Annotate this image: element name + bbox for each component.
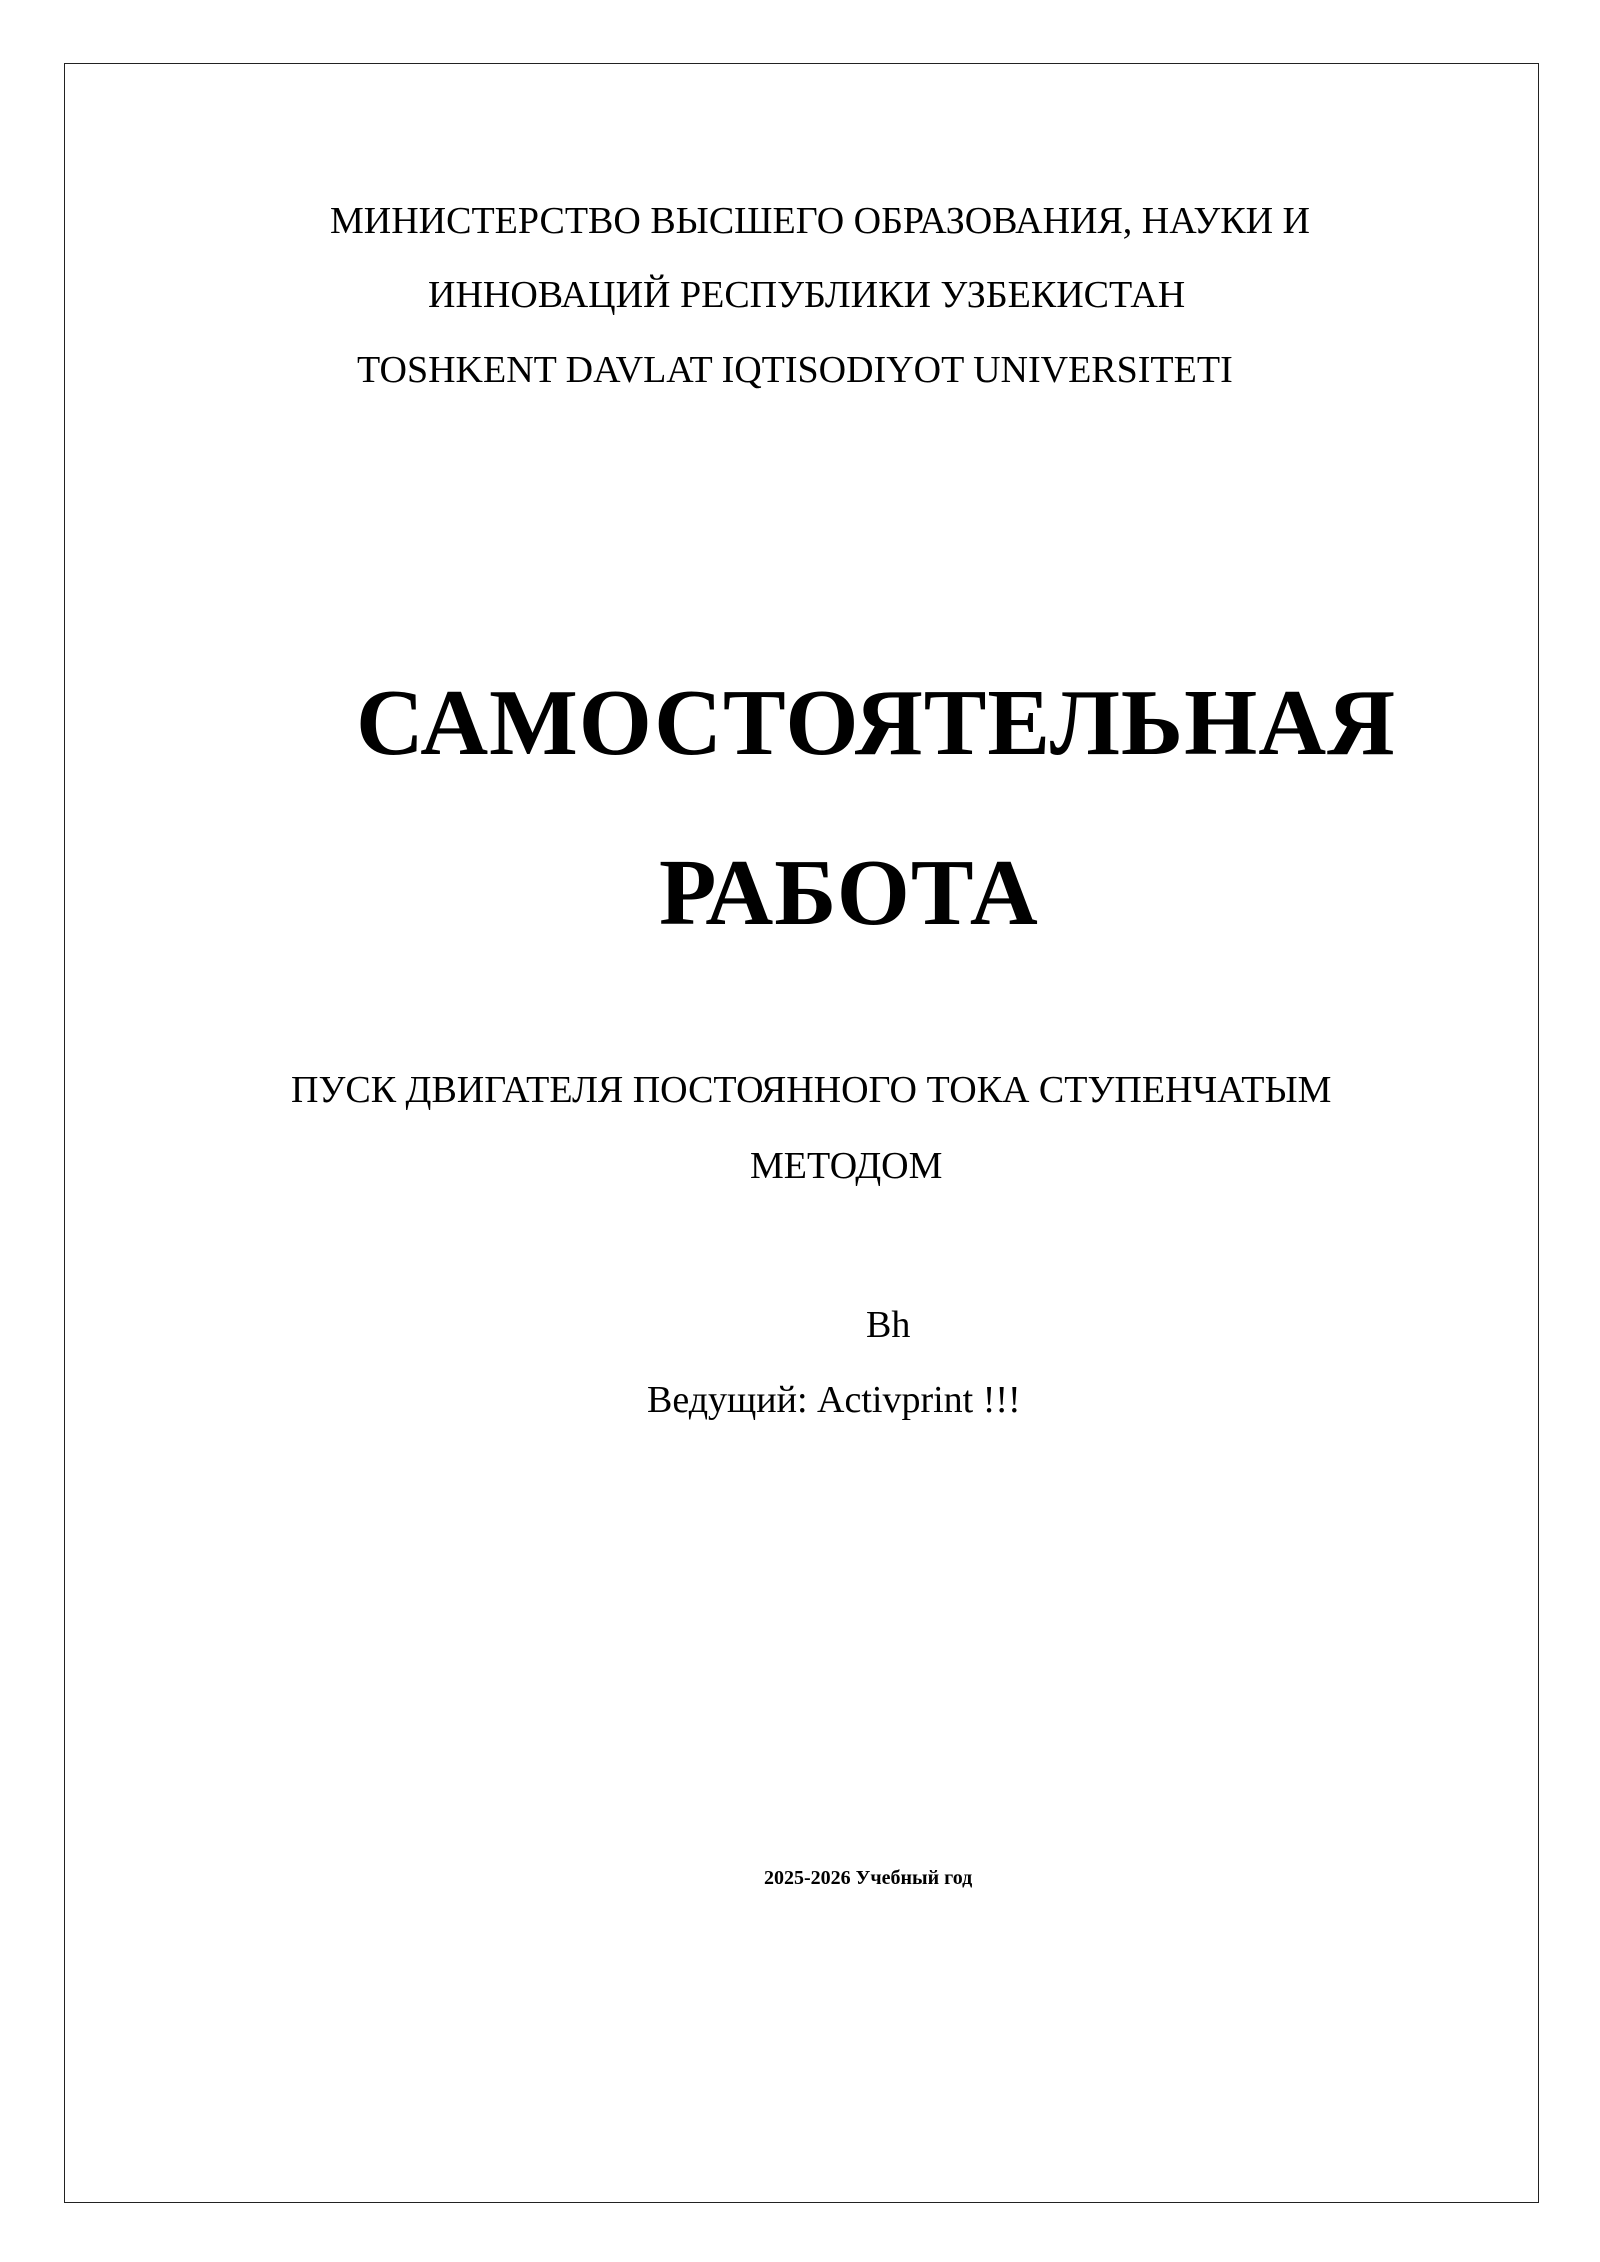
- author-name: Bh: [866, 1304, 911, 1346]
- supervisor-line: Ведущий: Activprint !!!: [647, 1379, 1021, 1421]
- topic-line-2: МЕТОДОМ: [750, 1145, 943, 1187]
- document-title-line-2: РАБОТА: [659, 841, 1039, 945]
- academic-year: 2025-2026 Учебный год: [764, 1867, 973, 1889]
- ministry-line-2: ИННОВАЦИЙ РЕСПУБЛИКИ УЗБЕКИСТАН: [428, 274, 1186, 316]
- document-title-line-1: САМОСТОЯТЕЛЬНАЯ: [356, 671, 1396, 775]
- topic-line-1: ПУСК ДВИГАТЕЛЯ ПОСТОЯННОГО ТОКА СТУПЕНЧАТЫМ: [291, 1069, 1332, 1111]
- university-name: TOSHKENT DAVLAT IQTISODIYOT UNIVERSITETI: [357, 349, 1233, 391]
- ministry-line-1: МИНИСТЕРСТВО ВЫСШЕГО ОБРАЗОВАНИЯ, НАУКИ И: [330, 200, 1310, 242]
